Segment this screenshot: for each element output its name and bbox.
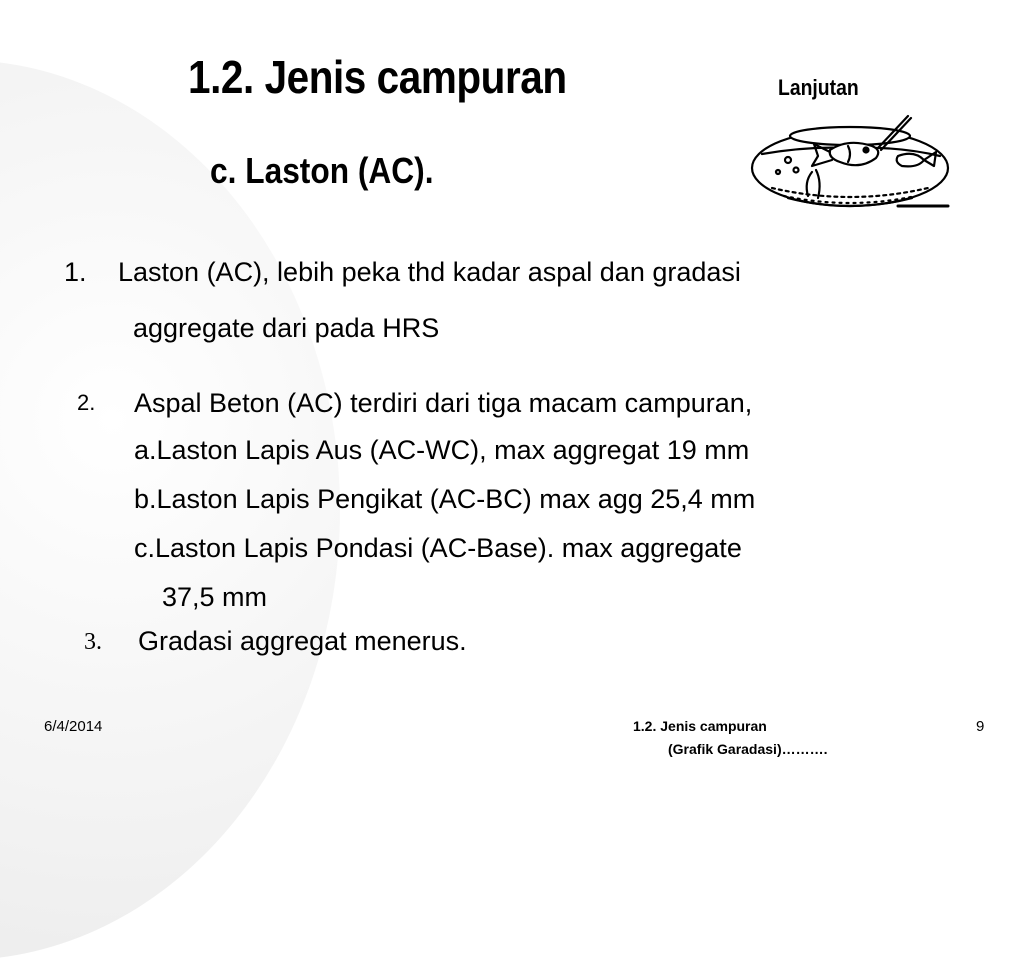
fishbowl-icon [748, 110, 958, 212]
item-2-line-1: Aspal Beton (AC) terdiri dari tiga macam campuran, [134, 388, 753, 418]
footer-page-number: 9 [976, 718, 985, 735]
footer-center-line-1: 1.2. Jenis campuran [633, 718, 767, 734]
item-2-sub-a: a.Laston Lapis Aus (AC-WC), max aggregat 19 mm [134, 435, 750, 465]
footer-center-line-2: (Grafik Garadasi)………. [668, 741, 828, 757]
item-1-line-1: Laston (AC), lebih peka thd kadar aspal dan gradasi [118, 257, 741, 287]
item-2-sub-b: b.Laston Lapis Pengikat (AC-BC) max agg 25,4 mm [134, 484, 756, 514]
item-2-sub-c: c.Laston Lapis Pondasi (AC-Base). max aggregate [134, 533, 742, 563]
item-3-number: 3. [84, 629, 102, 655]
item-1-number: 1. [64, 257, 87, 287]
slide-subtitle: c. Laston (AC). [210, 150, 434, 191]
slide-title: 1.2. Jenis campuran [188, 51, 567, 103]
item-3-line-1: Gradasi aggregat menerus. [138, 626, 467, 656]
item-2-sub-c-cont: 37,5 mm [162, 582, 268, 612]
continuation-label: Lanjutan [778, 75, 859, 100]
item-1-line-2: aggregate dari pada HRS [133, 313, 440, 343]
item-2-number: 2. [77, 390, 96, 415]
footer-date: 6/4/2014 [44, 718, 103, 735]
